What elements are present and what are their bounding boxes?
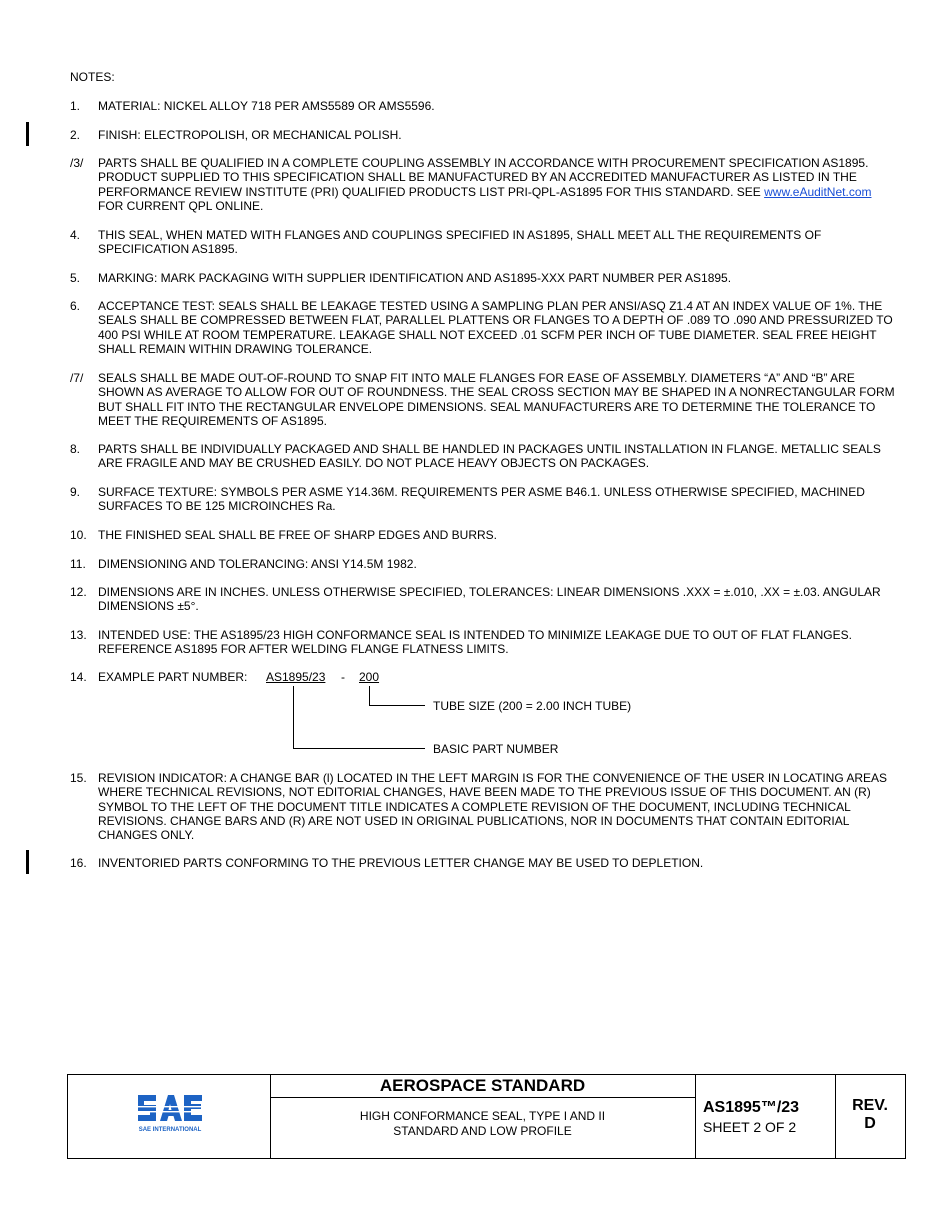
revision xyxy=(835,1097,905,1133)
note-text-before: PARTS SHALL BE QUALIFIED IN A COMPLETE COUPLING ASSEMBLY IN ACCORDANCE WITH PROCUREMENT SPECIFICATION AS1895. PRODUCT SUPPLIED TO THIS SPECIFICATION SHALL BE MANUFACTURED BY AN ACCREDITED MANUFACTURER AS LISTED IN THE PERFORMANCE REVIEW INSTITUTE (PRI) QUALIFIED PRODUCTS LIST PRI-QPL-AS1895 FOR THIS STANDARD. SEE xyxy=(98,156,869,199)
note-text: DIMENSIONS ARE IN INCHES. UNLESS OTHERWISE SPECIFIED, TOLERANCES: LINEAR DIMENSIONS .XXX = ±.010, .XX = ±.03. ANGULAR DIMENSIONS ±5°. xyxy=(98,585,881,614)
note-text-after: FOR CURRENT QPL ONLINE. xyxy=(98,198,264,213)
note-number: 8. xyxy=(70,442,81,456)
sae-logo-icon xyxy=(136,1091,204,1135)
note-3 xyxy=(70,156,900,213)
note-number: /3/ xyxy=(70,156,84,170)
note-2 xyxy=(70,128,900,142)
note-text: FINISH: ELECTROPOLISH, OR MECHANICAL POLISH. xyxy=(98,128,402,142)
basic-part-leader-vertical xyxy=(293,686,294,748)
sae-logo-text: SAE INTERNATIONAL xyxy=(138,1127,202,1133)
note-12 xyxy=(70,585,900,614)
note-8 xyxy=(70,442,900,471)
note-text: EXAMPLE PART NUMBER: xyxy=(98,670,248,684)
basic-part-callout: BASIC PART NUMBER xyxy=(433,742,559,756)
description-line-2: STANDARD AND LOW PROFILE xyxy=(393,1124,572,1138)
doc-number-cell xyxy=(695,1075,836,1158)
note-6 xyxy=(70,299,900,356)
basic-part-number: AS1895/23 xyxy=(266,670,326,684)
sheet-number: SHEET 2 OF 2 xyxy=(703,1119,797,1135)
note-text: DIMENSIONING AND TOLERANCING: ANSI Y14.5M 1982. xyxy=(98,557,417,571)
note-number: 2. xyxy=(70,128,81,142)
change-bar xyxy=(26,850,29,874)
note-number: 14. xyxy=(70,670,87,684)
title-block xyxy=(67,1074,906,1159)
note-number: 16. xyxy=(70,856,87,870)
note-number: 1. xyxy=(70,99,81,113)
note-number: 4. xyxy=(70,228,81,242)
note-text: PARTS SHALL BE INDIVIDUALLY PACKAGED AND SHALL BE HANDLED IN PACKAGES UNTIL INSTALLATION IN FLANGE. METALLIC SEALS ARE FRAGILE AND MAY BE CRUSHED EASILY. DO NOT PLACE HEAVY OBJECTS ON PACKAGES. xyxy=(98,442,881,471)
note-14 xyxy=(70,670,900,684)
note-number: 13. xyxy=(70,628,87,642)
note-text: MATERIAL: NICKEL ALLOY 718 PER AMS5589 OR AMS5596. xyxy=(98,99,435,113)
note-text: INTENDED USE: THE AS1895/23 HIGH CONFORMANCE SEAL IS INTENDED TO MINIMIZE LEAKAGE DUE TO OUT OF FLAT FLANGES. REFERENCE AS1895 FOR AFTER WELDING FLANGE FLATNESS LIMITS. xyxy=(98,628,852,657)
revision-label: REV. xyxy=(852,1097,888,1114)
note-text: REVISION INDICATOR: A CHANGE BAR (l) LOCATED IN THE LEFT MARGIN IS FOR THE CONVENIENCE OF THE USER IN LOCATING AREAS WHERE TECHNICAL REVISIONS, NOT EDITORIAL CHANGES, HAVE BEEN MADE TO THE PREVIOUS ISSUE OF THIS DOCUMENT. AN (R) SYMBOL TO THE LEFT OF THE DOCUMENT TITLE INDICATES A COMPLETE REVISION OF THE DOCUMENT, INCLUDING TECHNICAL REVISIONS. CHANGE BARS AND (R) ARE NOT USED IN ORIGINAL PUBLICATIONS, NOR IN DOCUMENTS THAT CONTAIN EDITORIAL CHANGES ONLY. xyxy=(98,771,888,843)
note-number: 9. xyxy=(70,485,81,499)
note-text: SURFACE TEXTURE: SYMBOLS PER ASME Y14.36M. REQUIREMENTS PER ASME B46.1. UNLESS OTHERWISE SPECIFIED, MACHINED SURFACES TO BE 125 MICROINCHES Ra. xyxy=(98,485,865,514)
note-number: 6. xyxy=(70,299,81,313)
notes-heading: NOTES: xyxy=(70,70,115,84)
note-5 xyxy=(70,271,900,285)
note-text xyxy=(98,156,900,213)
part-dash: - xyxy=(341,670,345,684)
note-text: ACCEPTANCE TEST: SEALS SHALL BE LEAKAGE TESTED USING A SAMPLING PLAN PER ANSI/ASQ Z1.4 AT AN INDEX VALUE OF 1%. THE SEALS SHALL BE COMPRESSED BETWEEN FLAT, PARALLEL PLATTENS OR FLANGES TO A DEPTH OF .089 TO .090 AND PRESSURIZED TO 400 PSI WHILE AT ROOM TEMPERATURE. LEAKAGE SHALL NOT EXCEED .01 SCFM PER INCH OF TUBE DIAMETER. SEAL FREE HEIGHT SHALL REMAIN WITHIN DRAWING TOLERANCE. xyxy=(98,299,893,356)
note-7 xyxy=(70,371,900,428)
tube-size-code: 200 xyxy=(359,670,380,684)
tube-size-leader-horizontal xyxy=(369,705,425,706)
standard-title: AEROSPACE STANDARD xyxy=(270,1075,695,1098)
note-text: MARKING: MARK PACKAGING WITH SUPPLIER IDENTIFICATION AND AS1895-XXX PART NUMBER PER AS1895. xyxy=(98,271,732,285)
note-10 xyxy=(70,528,900,542)
note-9 xyxy=(70,485,900,514)
note-number: 11. xyxy=(70,557,86,571)
document-description xyxy=(270,1109,695,1139)
tube-size-callout: TUBE SIZE (200 = 2.00 INCH TUBE) xyxy=(433,699,632,713)
change-bar xyxy=(26,122,29,146)
note-text: THIS SEAL, WHEN MATED WITH FLANGES AND COUPLINGS SPECIFIED IN AS1895, SHALL MEET ALL THE REQUIREMENTS OF SPECIFICATION AS1895. xyxy=(98,228,822,257)
note-1 xyxy=(70,99,900,113)
revision-cell xyxy=(835,1075,905,1158)
note-15 xyxy=(70,771,900,842)
document-number: AS1895™/23 xyxy=(703,1099,800,1116)
eauditnet-link[interactable]: www.eAuditNet.com xyxy=(764,184,872,199)
note-13 xyxy=(70,628,900,657)
note-number: /7/ xyxy=(70,371,84,385)
note-11 xyxy=(70,557,900,571)
note-number: 5. xyxy=(70,271,81,285)
tube-size-leader-vertical xyxy=(369,686,370,705)
note-16 xyxy=(70,856,900,870)
basic-part-leader-horizontal xyxy=(293,748,425,749)
note-text: INVENTORIED PARTS CONFORMING TO THE PREVIOUS LETTER CHANGE MAY BE USED TO DEPLETION. xyxy=(98,856,704,870)
title-cell xyxy=(270,1075,696,1158)
note-number: 12. xyxy=(70,585,87,599)
note-number: 15. xyxy=(70,771,87,785)
revision-value: D xyxy=(864,1115,876,1132)
note-text: SEALS SHALL BE MADE OUT-OF-ROUND TO SNAP FIT INTO MALE FLANGES FOR EASE OF ASSEMBLY. DIAMETERS “A” AND “B” ARE SHOWN AS AVERAGE TO ALLOW FOR OUT OF ROUNDNESS. THE SEAL CROSS SECTION MAY BE SHAPED IN A NONRECTANGULAR FORM BUT SHALL FIT INTO THE RECTANGULAR ENVELOPE DIMENSIONS. SEAL MANUFACTURERS ARE TO DETERMINE THE TOLERANCE TO MEET THE REQUIREMENTS OF AS1895. xyxy=(98,371,895,428)
note-4 xyxy=(70,228,900,257)
note-number: 10. xyxy=(70,528,87,542)
note-text: THE FINISHED SEAL SHALL BE FREE OF SHARP EDGES AND BURRS. xyxy=(98,528,497,542)
logo-cell xyxy=(68,1075,271,1158)
description-line-1: HIGH CONFORMANCE SEAL, TYPE I AND II xyxy=(359,1109,606,1123)
